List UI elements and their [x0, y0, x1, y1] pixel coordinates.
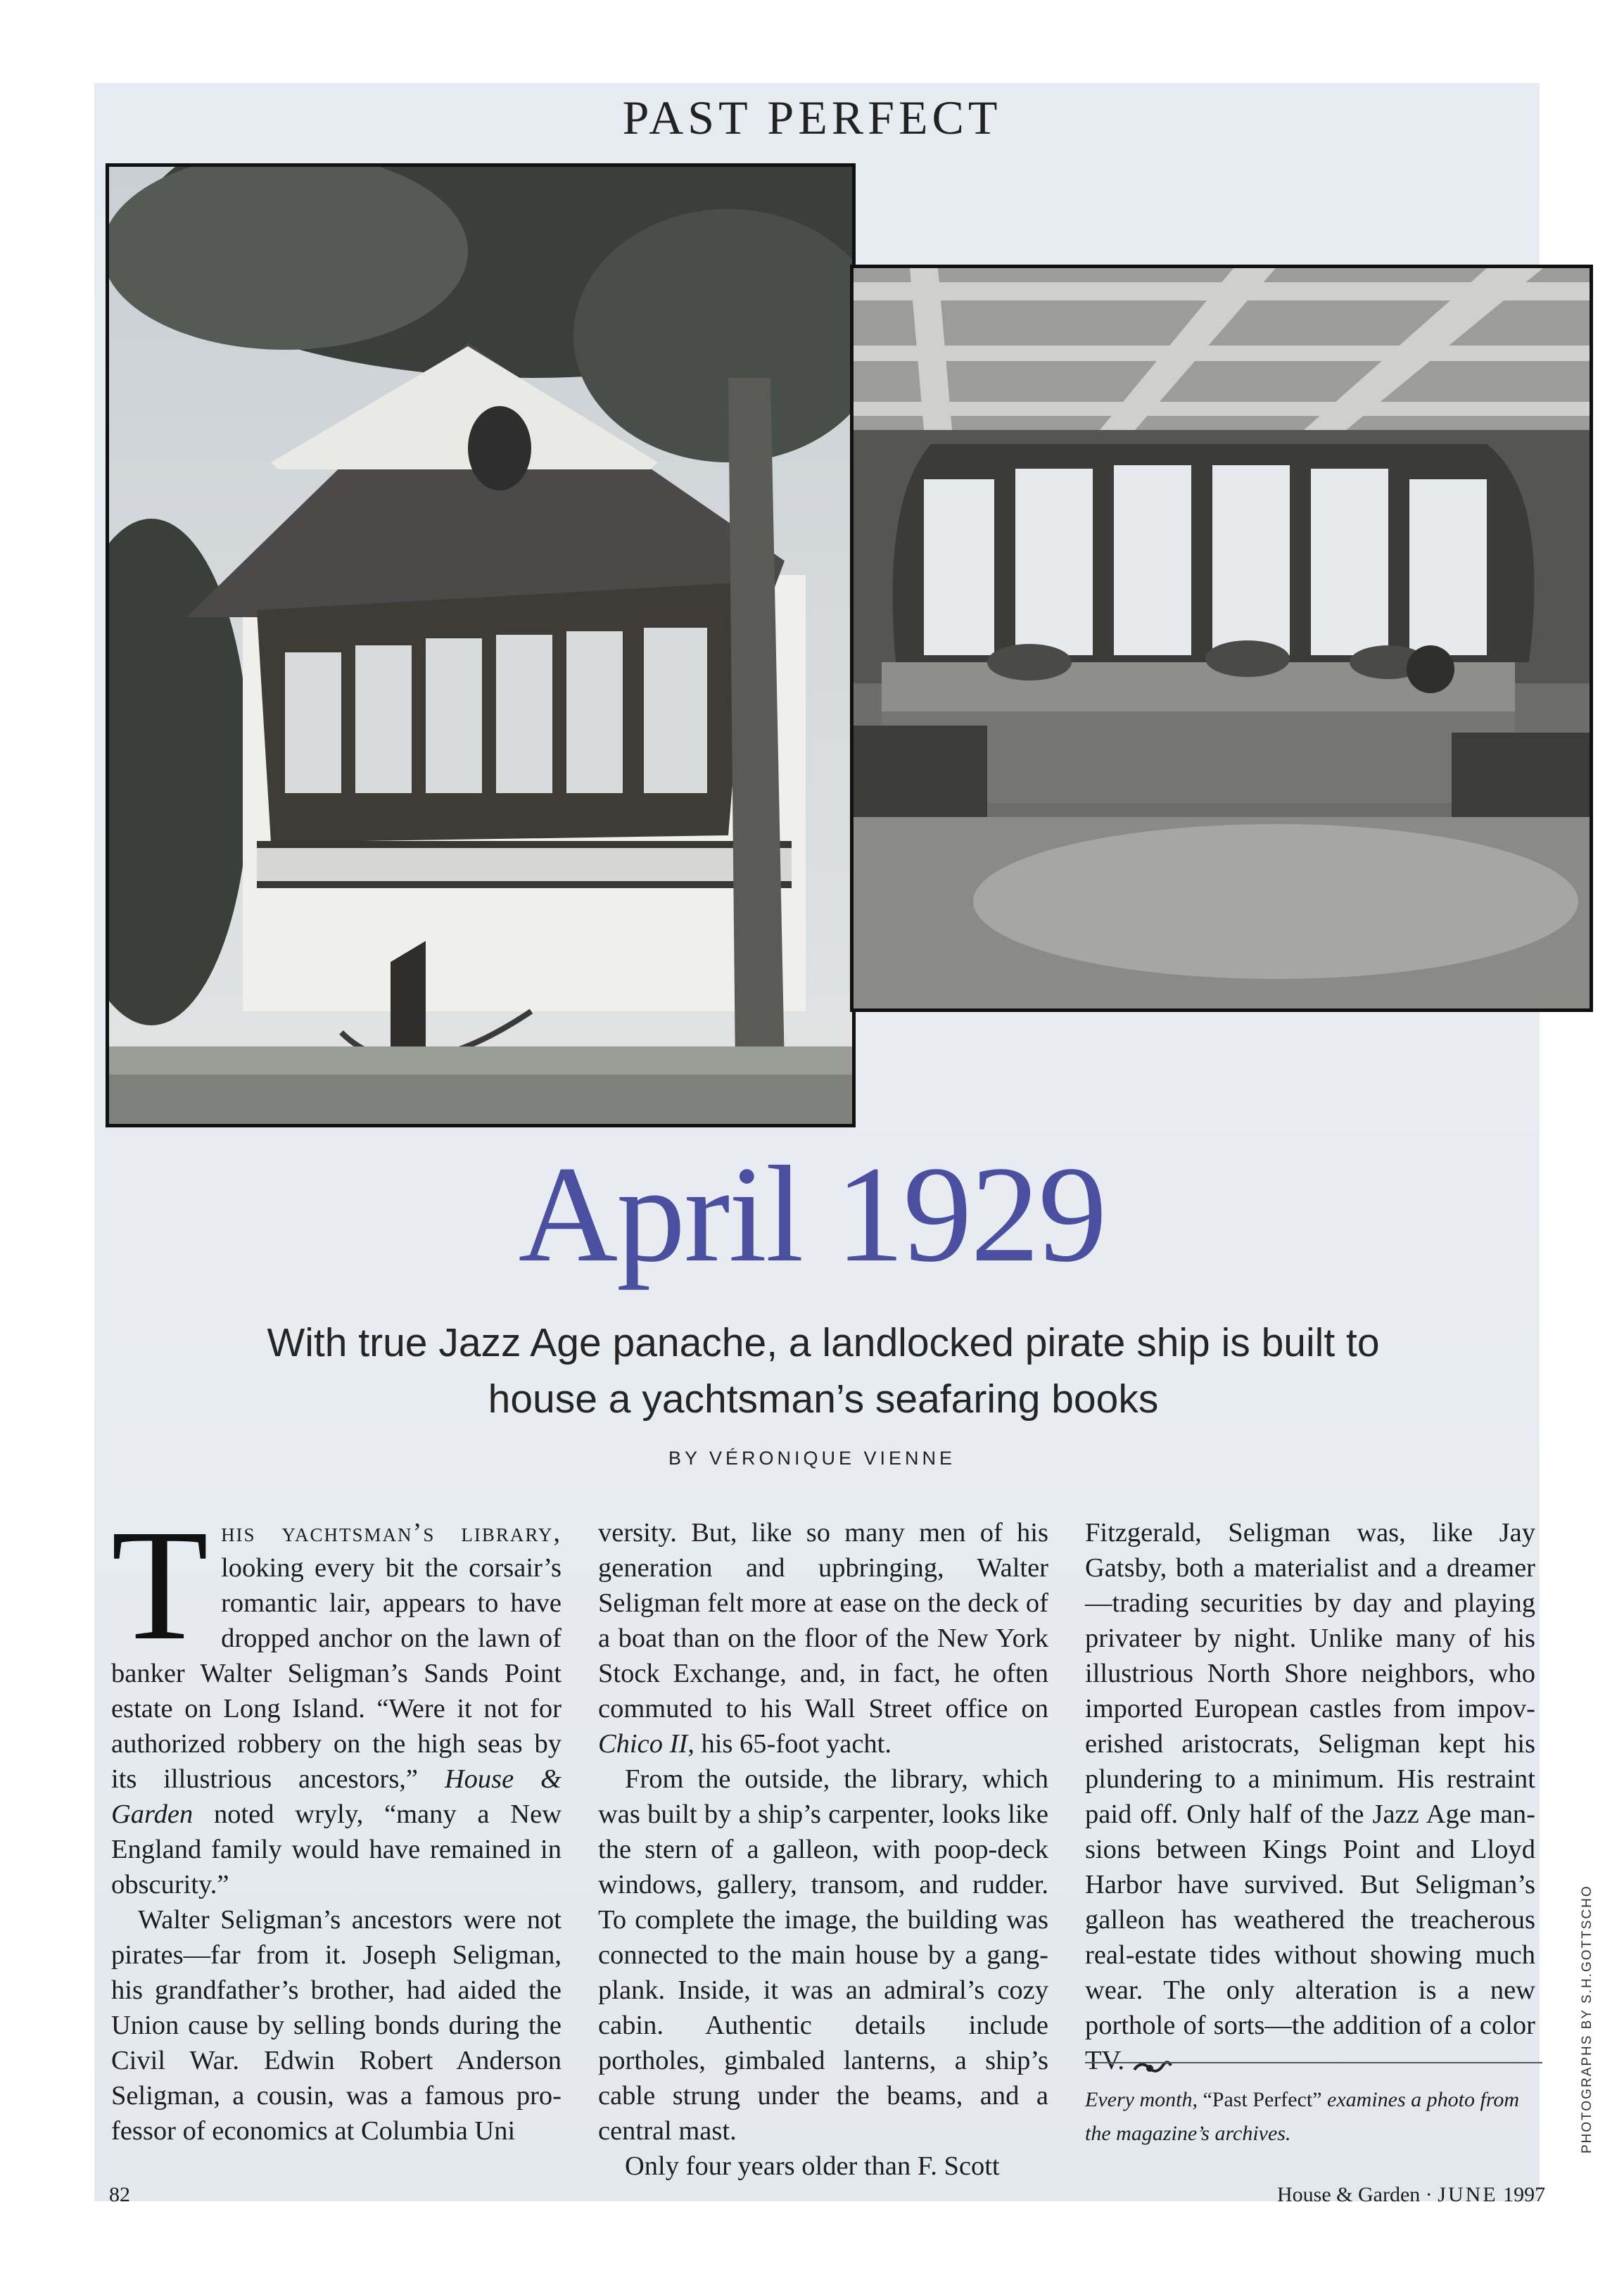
paragraph: [598, 1515, 1048, 1761]
magazine-title: House & Garden ·: [1277, 2183, 1438, 2206]
section-title: PAST PERFECT: [622, 91, 1002, 144]
page-number: 82: [109, 2183, 130, 2206]
paragraph-text: Fitzgerald, Seligman was, like Jay Gatsby, both a materialist and a dreamer—trading securities by day and playing privateer by night. Unlike many of his illustrious North Shore neighbors, who imported European castles from impoverished aristocrats, Seligman kept his plundering to a minimum. His restraint paid off. Only half of the Jazz Age mansions between Kings Point and Lloyd Harbor have survived. But Seligman’s galleon has weathered the treacherous real-estate tides without showing much wear. The only alteration is a new porthole of sorts—the addition of a color TV.: [1085, 1518, 1535, 2075]
article-headline: April 1929: [518, 1138, 1106, 1291]
article-subhead: With true Jazz Age panache, a landlocked pirate ship is built to house a yachtsman’s seafaring books: [267, 1320, 1380, 1422]
note-divider: [1085, 2062, 1542, 2063]
issue-month: JUNE: [1438, 2183, 1498, 2206]
paragraph: From the outside, the library, which was built by a ship’s carpenter, looks like the stern of a galleon, with poop-deck windows, gallery, transom, and rudder. To complete the image, the building was connected to the main house by a gangplank. Inside, it was an admiral’s cozy cabin. Authentic details include portholes, gimbaled lanterns, a ship’s cable strung under the beams, and a central mast.: [598, 1764, 1048, 2146]
note-text: “Past Perfect”: [1197, 2088, 1328, 2111]
exterior-photo: [106, 163, 856, 1127]
issue-year: 1997: [1497, 2183, 1546, 2206]
magazine-footer: [1277, 2183, 1545, 2207]
paragraph: [1085, 1515, 1535, 2078]
series-note: [1085, 2083, 1549, 2151]
dropcap: T: [111, 1497, 209, 1673]
photo-credit: PHOTOGRAPHS BY S.H.GOTTSCHO: [1580, 1885, 1594, 2153]
paragraph: Only four years older than F. Scott: [625, 2151, 1000, 2181]
magazine-name: House & Garden: [111, 1764, 562, 1829]
note-text: Every month,: [1085, 2088, 1198, 2111]
interior-photo: [850, 265, 1593, 1012]
article-byline: BY VÉRONIQUE VIENNE: [668, 1448, 956, 1469]
article-column-3: [1085, 1515, 1535, 2078]
paragraph-text: his 65-foot yacht.: [694, 1729, 892, 1759]
paragraph-text: versity. But, like so many men of his generation and upbringing, Walter Seligman felt more at ease on the deck of a boat than on the floor of the New York Stock Exchange, and, in fact, he often commuted to his Wall Street office on: [598, 1518, 1048, 1723]
lead-in: his yachtsman’s library,: [221, 1518, 562, 1548]
article-column-1: [111, 1497, 562, 2149]
paragraph-text: noted wryly, “many a New England family would have remained in obscurity.”: [111, 1799, 562, 1899]
note-text: examines a photo from the magazine’s archives.: [1085, 2088, 1520, 2145]
paragraph: Walter Seligman’s ancestors were not pirates—far from it. Joseph Seligman, his grandfather’s brother, had aided the Union cause by selling bonds during the Civil War. Edwin Robert Anderson Seligman, a cousin, was a famous professor of economics at Columbia Uni: [111, 1905, 562, 2146]
paragraph: [111, 1497, 562, 1902]
article-column-2: [598, 1515, 1048, 2184]
paragraph-text: looking every bit the corsair’s romantic lair, appears to have dropped anchor on the lawn of banker Walter Seligman’s Sands Point estate on Long Island. “Were it not for authorized robbery on the high seas by its illustrious ancestors,”: [111, 1553, 562, 1794]
yacht-name: Chico II,: [598, 1729, 694, 1759]
